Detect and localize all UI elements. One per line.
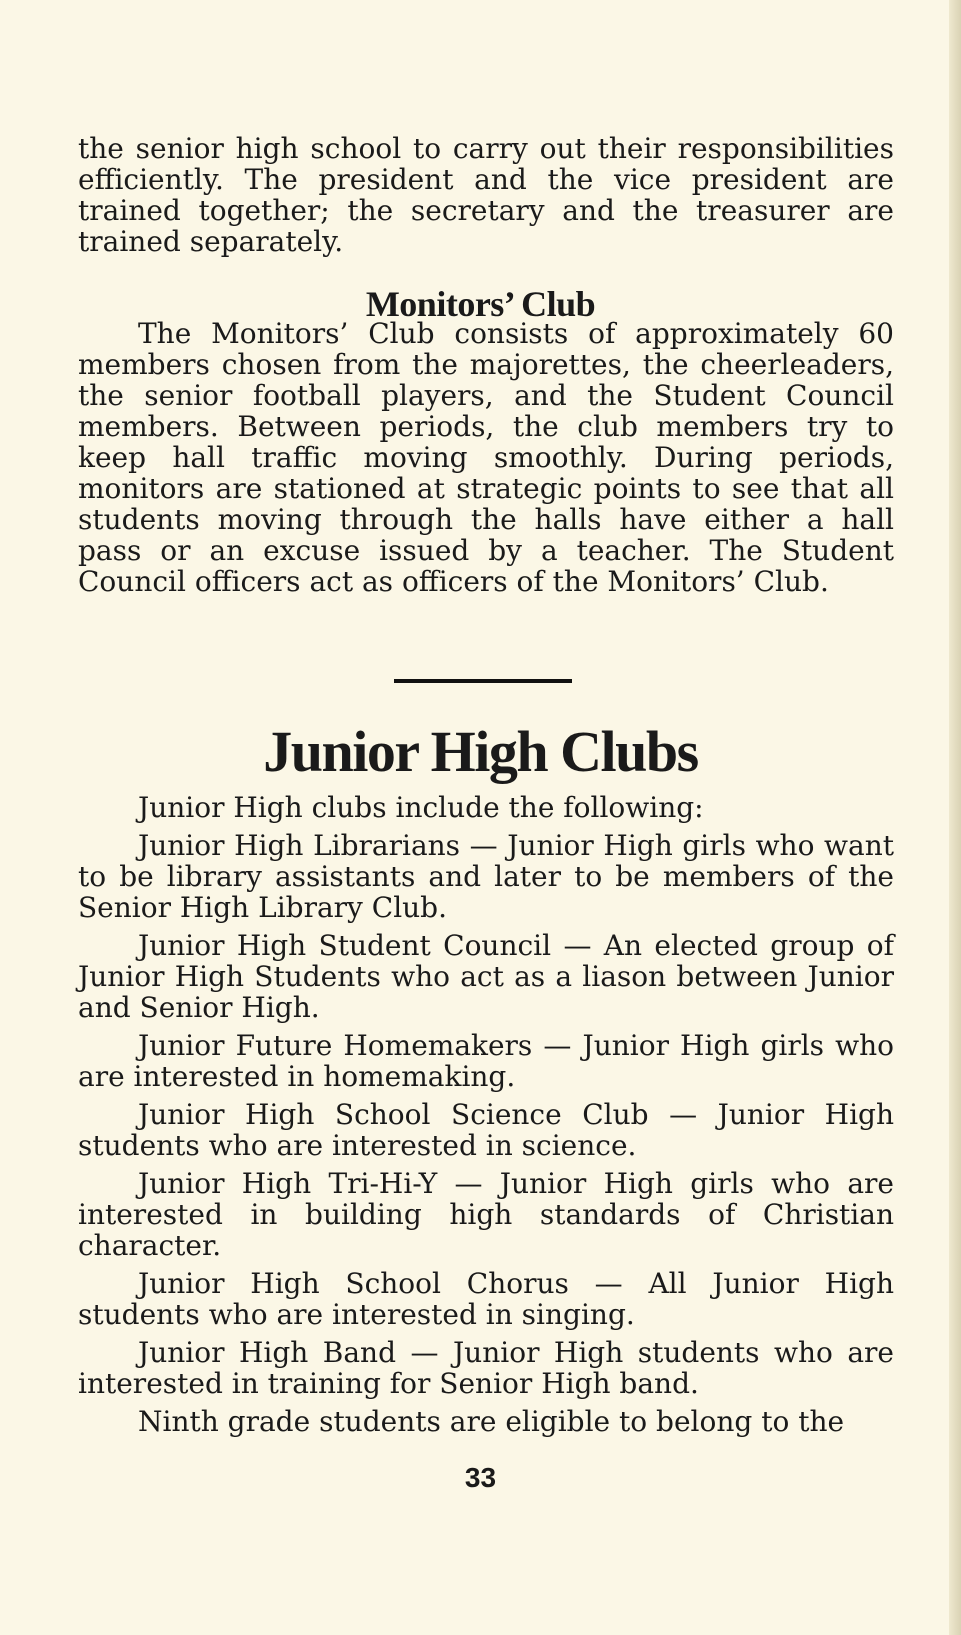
- club-entry-science-club: Junior High School Science Club — Junior High students who are interested in science.: [78, 1098, 894, 1162]
- page-number: 33: [464, 1462, 497, 1493]
- page-edge: [949, 0, 961, 1635]
- junior-clubs-intro: Junior High clubs include the following:: [138, 791, 704, 824]
- closing-line: Ninth grade students are eligible to belong to the: [138, 1405, 845, 1438]
- club-entry-student-council: Junior High Student Council — An elected group of Junior High Students who act as a liason between Junior and Senior High.: [78, 929, 894, 1024]
- monitors-club-heading: Monitors’ Club: [365, 284, 596, 324]
- monitors-paragraph-block: [78, 318, 894, 597]
- intro-paragraph: the senior high school to carry out their responsibilities efficiently. The president and the vice president are trained together; the secretary and the treasurer are trained separately.: [78, 132, 894, 258]
- intro-paragraph-block: [78, 133, 894, 257]
- junior-high-clubs-heading: Junior High Clubs: [263, 719, 698, 784]
- monitors-paragraph: The Monitors’ Club consists of approximately 60 members chosen from the majorettes, the cheerleaders, the senior football players, and the Student Council members. Between periods, the club members try to keep hall traffic moving smoothly. During periods, monitors are stationed at strategic points to see that all students moving through the halls have either a hall pass or an excuse issued by a teacher. The Student Council officers act as officers of the Monitors’ Club.: [78, 317, 894, 598]
- club-entry-tri-hi-y: Junior High Tri-Hi-Y — Junior High girls who are interested in building high standards of Christian character.: [78, 1167, 894, 1262]
- club-entry-librarians: Junior High Librarians — Junior High girls who want to be library assistants and later to be members of the Senior High Library Club.: [78, 829, 894, 924]
- club-entry-band: Junior High Band — Junior High students who are interested in training for Senior High band.: [78, 1336, 894, 1400]
- junior-clubs-list: [78, 792, 894, 1437]
- section-divider: [394, 679, 572, 683]
- club-entry-future-homemakers: Junior Future Homemakers — Junior High girls who are interested in homemaking.: [78, 1029, 894, 1093]
- club-entry-chorus: Junior High School Chorus — All Junior High students who are interested in singing.: [78, 1267, 894, 1331]
